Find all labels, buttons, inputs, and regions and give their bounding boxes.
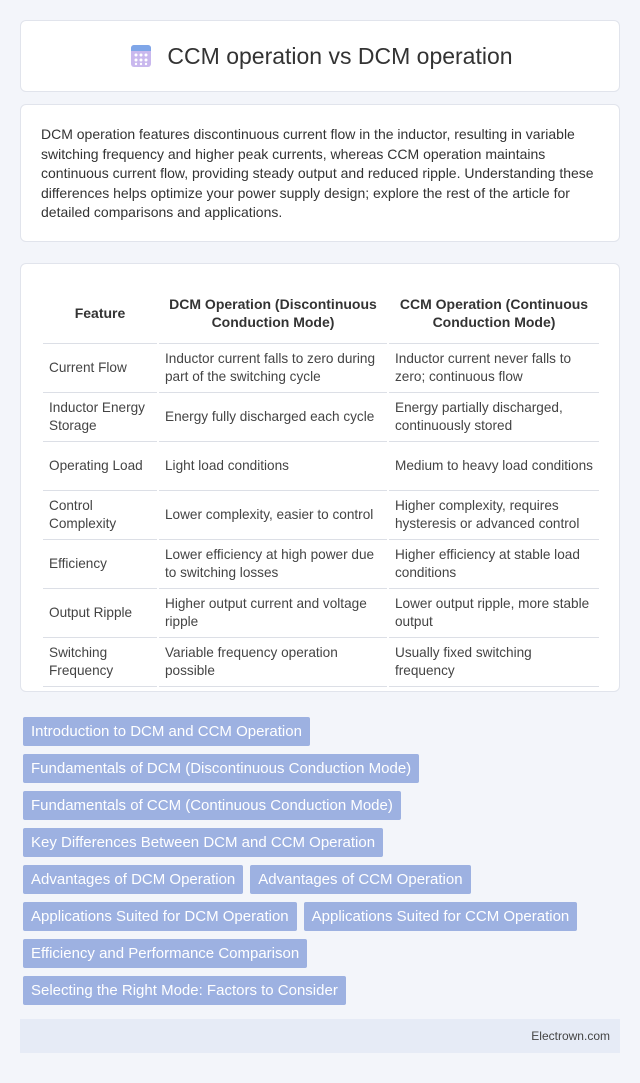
link-introduction[interactable]: Introduction to DCM and CCM Operation <box>23 717 310 746</box>
ccm-cell: Higher complexity, requires hysteresis or advanced control <box>389 491 599 540</box>
dcm-cell: Light load conditions <box>159 442 387 491</box>
ccm-cell: Higher efficiency at stable load conditions <box>389 540 599 589</box>
feature-cell: Current Flow <box>43 344 157 393</box>
table-row <box>43 344 599 393</box>
ccm-cell: Energy partially discharged, continuously stored <box>389 393 599 442</box>
link-fundamentals-dcm[interactable]: Fundamentals of DCM (Discontinuous Conduction Mode) <box>23 754 419 783</box>
link-efficiency-comparison[interactable]: Efficiency and Performance Comparison <box>23 939 307 968</box>
intro-text: DCM operation features discontinuous current flow in the inductor, resulting in variable switching frequency and higher peak currents, whereas CCM operation maintains continuous current flow, providing steady output and reduced ripple. Understanding these differences helps optimize your power supply design; explore the rest of the article for detailed comparisons and applications. <box>41 126 594 220</box>
dcm-cell: Variable frequency operation possible <box>159 638 387 687</box>
related-links <box>23 717 623 1013</box>
intro-card <box>20 104 620 242</box>
link-advantages-ccm[interactable]: Advantages of CCM Operation <box>250 865 470 894</box>
dcm-cell: Lower complexity, easier to control <box>159 491 387 540</box>
title-card <box>20 20 620 92</box>
feature-cell: Operating Load <box>43 442 157 491</box>
column-header-dcm: DCM Operation (Discontinuous Conduction Mode) <box>159 282 387 344</box>
footer <box>20 1019 620 1053</box>
link-applications-dcm[interactable]: Applications Suited for DCM Operation <box>23 902 297 931</box>
link-key-differences[interactable]: Key Differences Between DCM and CCM Operation <box>23 828 383 857</box>
page-title: CCM operation vs DCM operation <box>167 42 513 69</box>
link-selecting-mode[interactable]: Selecting the Right Mode: Factors to Consider <box>23 976 346 1005</box>
comparison-table-card <box>20 263 620 692</box>
dcm-cell: Lower efficiency at high power due to switching losses <box>159 540 387 589</box>
table-row <box>43 491 599 540</box>
table-row <box>43 442 599 491</box>
table-header-row <box>43 282 599 344</box>
column-header-ccm: CCM Operation (Continuous Conduction Mode) <box>389 282 599 344</box>
footer-site-name: Electrown.com <box>531 1029 610 1043</box>
feature-cell: Control Complexity <box>43 491 157 540</box>
feature-cell: Output Ripple <box>43 589 157 638</box>
table-row <box>43 638 599 687</box>
column-header-feature: Feature <box>43 282 157 344</box>
ccm-cell: Lower output ripple, more stable output <box>389 589 599 638</box>
dcm-cell: Inductor current falls to zero during part of the switching cycle <box>159 344 387 393</box>
ccm-cell: Medium to heavy load conditions <box>389 442 599 491</box>
ccm-cell: Inductor current never falls to zero; continuous flow <box>389 344 599 393</box>
dcm-cell: Higher output current and voltage ripple <box>159 589 387 638</box>
table-row <box>43 540 599 589</box>
dcm-cell: Energy fully discharged each cycle <box>159 393 387 442</box>
link-fundamentals-ccm[interactable]: Fundamentals of CCM (Continuous Conduction Mode) <box>23 791 401 820</box>
link-advantages-dcm[interactable]: Advantages of DCM Operation <box>23 865 243 894</box>
table-row <box>43 393 599 442</box>
feature-cell: Switching Frequency <box>43 638 157 687</box>
calculator-icon <box>127 42 155 70</box>
feature-cell: Inductor Energy Storage <box>43 393 157 442</box>
table-row <box>43 589 599 638</box>
link-applications-ccm[interactable]: Applications Suited for CCM Operation <box>304 902 578 931</box>
feature-cell: Efficiency <box>43 540 157 589</box>
ccm-cell: Usually fixed switching frequency <box>389 638 599 687</box>
comparison-table <box>41 282 601 687</box>
